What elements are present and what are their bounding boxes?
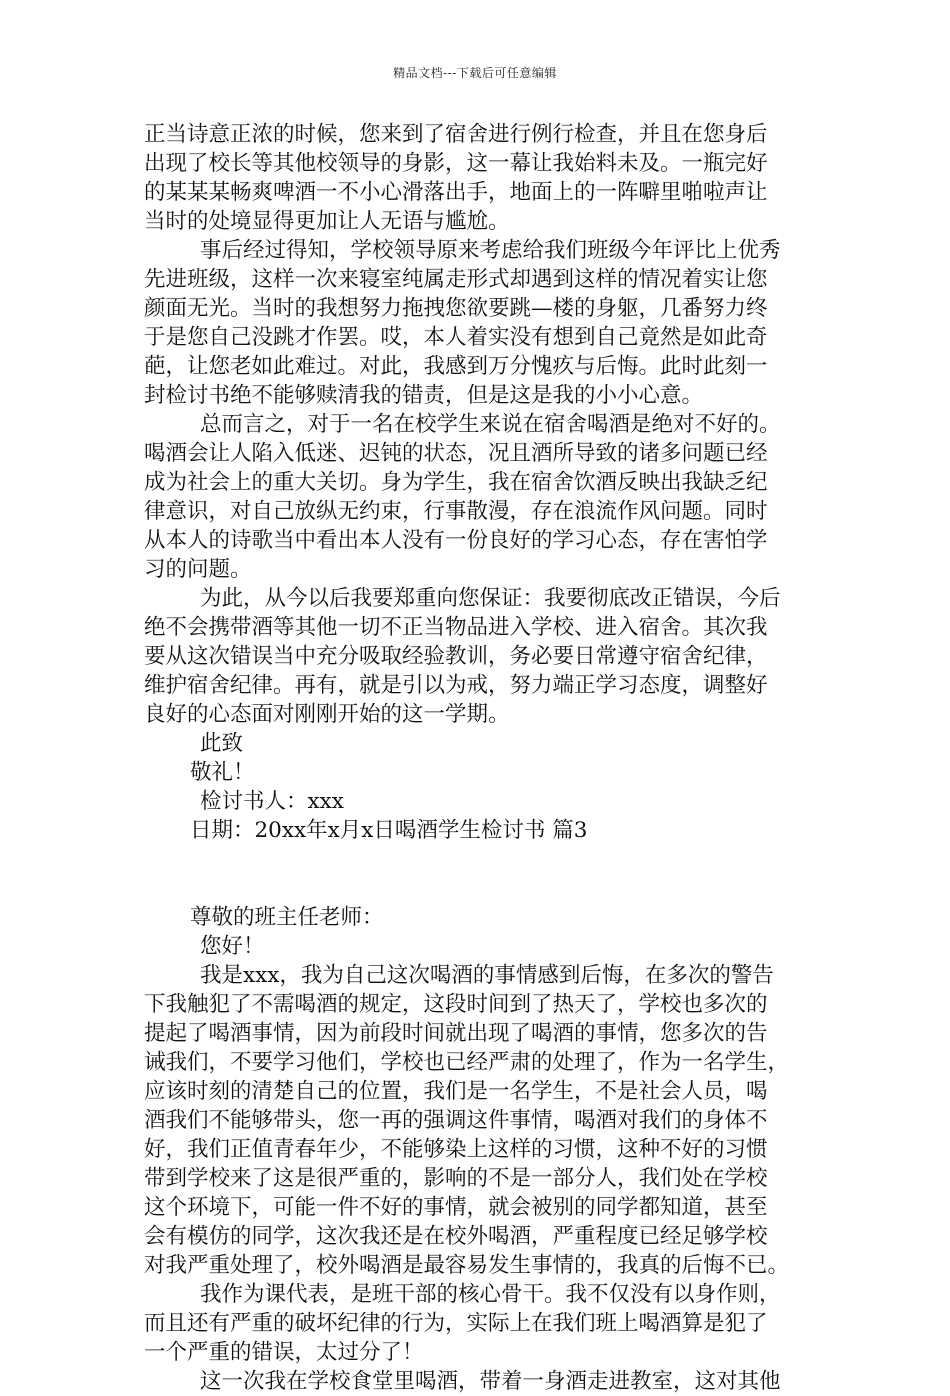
text-line: 维护宿舍纪律。再有，就是引以为戒，努力端正学习态度，调整好 xyxy=(144,673,768,698)
text-line: 葩，让您老如此难过。对此，我感到万分愧疚与后悔。此时此刻一 xyxy=(144,354,768,379)
text-line: 绝不会携带酒等其他一切不正当物品进入学校、进入宿舍。其次我 xyxy=(144,615,768,640)
text-line: 良好的心态面对刚刚开始的这一学期。 xyxy=(144,702,510,727)
document-body xyxy=(144,120,810,1396)
page-header: 精品文档---下载后可任意编辑 xyxy=(393,66,557,80)
blank-line xyxy=(144,874,810,903)
text-line: 为此，从今以后我要郑重向您保证：我要彻底改正错误，今后 xyxy=(200,586,781,611)
text-line: 律意识，对自己放纵无约束，行事散漫，存在浪流作风问题。同时 xyxy=(144,499,768,524)
text-line: 对我严重处理了，校外喝酒是最容易发生事情的，我真的后悔不已。 xyxy=(144,1253,790,1278)
text-line: 先进班级，这样一次来寝室纯属走形式却遇到这样的情况着实让您 xyxy=(144,267,768,292)
text-line: 正当诗意正浓的时候，您来到了宿舍进行例行检查，并且在您身后 xyxy=(144,122,768,147)
text-line: 一个严重的错误，太过分了！ xyxy=(144,1340,424,1365)
text-line: 敬礼！ xyxy=(190,760,255,785)
text-line: 好，我们正值青春年少，不能够染上这样的习惯，这种不好的习惯 xyxy=(144,1137,768,1162)
text-line: 要从这次错误当中充分吸取经验教训，务必要日常遵守宿舍纪律， xyxy=(144,644,768,669)
text-line: 会有模仿的同学，这次我还是在校外喝酒，严重程度已经足够学校 xyxy=(144,1224,768,1249)
text-line: 我作为课代表，是班干部的核心骨干。我不仅没有以身作则， xyxy=(200,1282,781,1307)
text-line: 封检讨书绝不能够赎清我的错责，但是这是我的小小心意。 xyxy=(144,383,704,408)
text-line: 下我触犯了不需喝酒的规定，这段时间到了热天了，学校也多次的 xyxy=(144,992,768,1017)
text-line: 而且还有严重的破坏纪律的行为，实际上在我们班上喝酒算是犯了 xyxy=(144,1311,768,1336)
text-line: 习的问题。 xyxy=(144,557,252,582)
text-line: 颜面无光。当时的我想努力拖拽您欲要跳—楼的身躯，几番努力终 xyxy=(144,296,768,321)
text-line: 酒我们不能够带头，您一再的强调这件事情，喝酒对我们的身体不 xyxy=(144,1108,768,1133)
text-line: 尊敬的班主任老师： xyxy=(190,905,384,930)
text-line: 日期：20xx年x月x日喝酒学生检讨书 篇3 xyxy=(190,818,588,843)
text-line: 检讨书人：xxx xyxy=(200,789,344,814)
text-line: 当时的处境显得更加让人无语与尴尬。 xyxy=(144,209,510,234)
text-line: 应该时刻的清楚自己的位置，我们是一名学生，不是社会人员，喝 xyxy=(144,1079,768,1104)
text-line: 总而言之，对于一名在校学生来说在宿舍喝酒是绝对不好的。 xyxy=(200,412,781,437)
text-line: 喝酒会让人陷入低迷、迟钝的状态，况且酒所导致的诸多问题已经 xyxy=(144,441,768,466)
text-line: 诫我们，不要学习他们，学校也已经严肃的处理了，作为一名学生， xyxy=(144,1050,790,1075)
text-line: 于是您自己没跳才作罢。哎，本人着实没有想到自己竟然是如此奇 xyxy=(144,325,768,350)
text-line: 成为社会上的重大关切。身为学生，我在宿舍饮酒反映出我缺乏纪 xyxy=(144,470,768,495)
text-line: 这个环境下，可能一件不好的事情，就会被别的同学都知道，甚至 xyxy=(144,1195,768,1220)
text-line: 从本人的诗歌当中看出本人没有一份良好的学习心态，存在害怕学 xyxy=(144,528,768,553)
text-line: 事后经过得知，学校领导原来考虑给我们班级今年评比上优秀 xyxy=(200,238,781,263)
text-line: 提起了喝酒事情，因为前段时间就出现了喝酒的事情，您多次的告 xyxy=(144,1021,768,1046)
text-line: 此致 xyxy=(200,731,244,756)
blank-line xyxy=(144,845,810,874)
text-line: 我是xxx，我为自己这次喝酒的事情感到后悔，在多次的警告 xyxy=(200,963,774,988)
text-line: 带到学校来了这是很严重的，影响的不是一部分人，我们处在学校 xyxy=(144,1166,768,1191)
text-line: 出现了校长等其他校领导的身影，这一幕让我始料未及。一瓶完好 xyxy=(144,151,768,176)
text-line: 您好！ xyxy=(200,934,265,959)
text-line: 的某某某畅爽啤酒一不小心滑落出手，地面上的一阵噼里啪啦声让 xyxy=(144,180,768,205)
text-line: 这一次我在学校食堂里喝酒，带着一身酒走进教室，这对其他 xyxy=(200,1369,781,1394)
